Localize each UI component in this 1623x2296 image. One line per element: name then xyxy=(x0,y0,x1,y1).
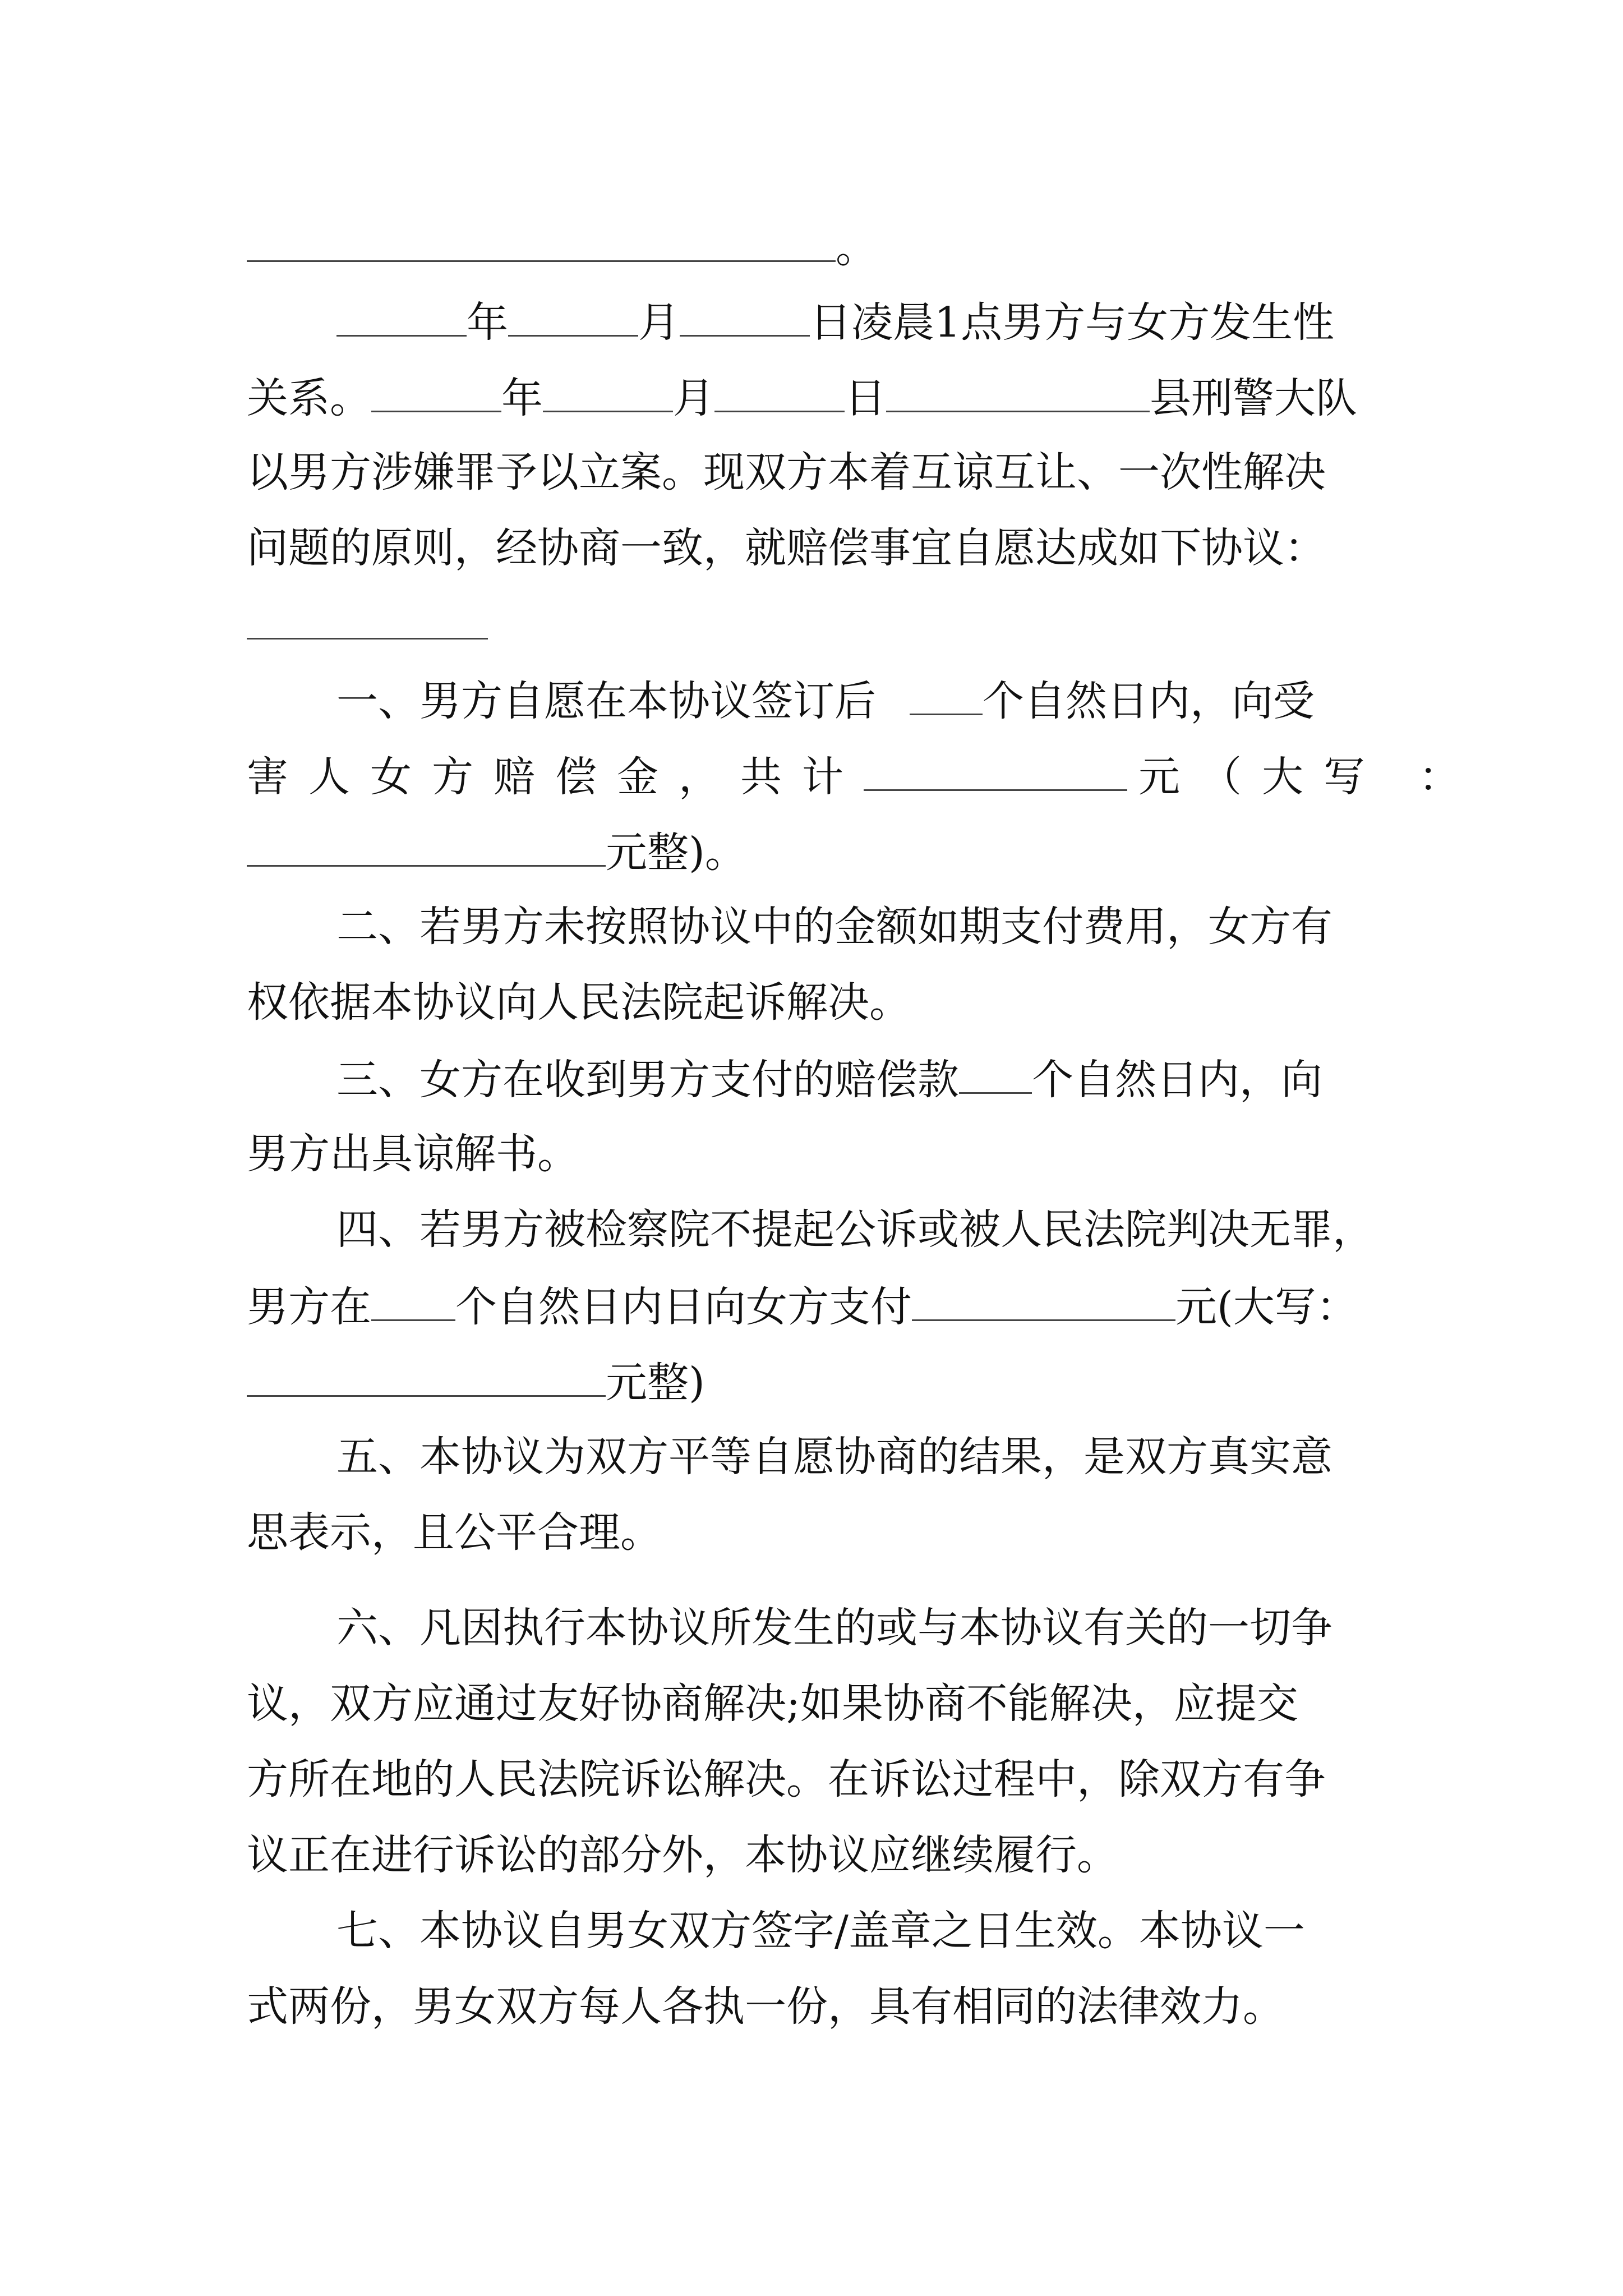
blank-year-2 xyxy=(371,376,501,412)
item4-text-e: 元整) xyxy=(606,1359,705,1407)
item3-line-2: 男方出具谅解书。 xyxy=(247,1130,579,1178)
item2-text-a: 二、若男方未按照协议中的金额如期支付费用，女方有 xyxy=(336,903,1332,951)
item5-line-1 xyxy=(247,1433,1391,1481)
blank-day-2 xyxy=(714,376,845,412)
item6-line-3: 方所在地的人民法院诉讼解决。在诉讼过程中，除双方有争 xyxy=(247,1755,1326,1803)
item7-text-a: 七、本协议自男女双方签字/盖章之日生效。本协议一 xyxy=(336,1907,1305,1955)
item6-line-4: 议正在进行诉讼的部分外，本协议应继续履行。 xyxy=(247,1831,1118,1879)
blank-after-agreement xyxy=(247,603,488,639)
item1-text-c: 害人女方赔偿金，共计 xyxy=(247,753,864,801)
line-1 xyxy=(247,224,1391,272)
item1-text-e: 元整)。 xyxy=(606,829,746,877)
item3-text-b: 个自然日内，向 xyxy=(1032,1056,1322,1104)
item4-text-d: 元(大写： xyxy=(1175,1283,1358,1331)
blank-days-1 xyxy=(910,679,983,715)
item4-text-a: 四、若男方被检察院不提起公诉或被人民法院判决无罪， xyxy=(336,1205,1374,1254)
item1-line-2 xyxy=(247,753,1481,801)
text-day-2: 日 xyxy=(845,374,886,422)
blank-days-3 xyxy=(959,1057,1032,1094)
p1-line-1 xyxy=(247,298,1391,347)
item3-line-1 xyxy=(247,1056,1391,1104)
blank-month-2 xyxy=(543,376,673,412)
blank-month xyxy=(508,300,638,337)
item4-line-2 xyxy=(247,1283,1391,1331)
item3-text-a: 三、女方在收到男方支付的赔偿款 xyxy=(336,1056,959,1104)
blank-capital-1 xyxy=(247,830,606,867)
p1-line-2 xyxy=(247,374,1391,422)
blank-capital-4 xyxy=(247,1360,606,1397)
p1-line-4: 问题的原则，经协商一致，就赔偿事宜自愿达成如下协议： xyxy=(247,524,1326,572)
blank-days-4 xyxy=(371,1285,455,1321)
period-text: 。 xyxy=(836,224,877,272)
blank-amount-1 xyxy=(864,754,1127,791)
text-year: 年 xyxy=(467,298,508,347)
item2-line-2: 权依据本协议向人民法院起诉解决。 xyxy=(247,978,911,1027)
blank-amount-4 xyxy=(912,1285,1175,1321)
item7-line-1 xyxy=(247,1907,1391,1955)
blank-county xyxy=(886,376,1150,412)
item1-text-d: 元（大写 ： xyxy=(1138,753,1481,801)
text-relation: 关系。 xyxy=(247,374,371,422)
item1-text-b: 个自然日内，向受 xyxy=(983,677,1315,725)
item6-line-2: 议，双方应通过友好协商解决;如果协商不能解决，应提交 xyxy=(247,1680,1298,1728)
item5-line-2: 思表示，且公平合理。 xyxy=(247,1508,662,1557)
text-police: 县刑警大队 xyxy=(1150,374,1357,422)
item6-text-a: 六、凡因执行本协议所发生的或与本协议有关的一切争 xyxy=(336,1604,1332,1652)
item1-text-a: 一、男方自愿在本协议签订后 xyxy=(336,677,876,725)
blank-day xyxy=(680,300,810,337)
item1-line-3 xyxy=(247,829,1391,877)
blank-line xyxy=(247,226,836,262)
item6-line-1 xyxy=(247,1604,1391,1652)
item1-line-1 xyxy=(247,677,1391,725)
blank-line-short xyxy=(247,603,1391,646)
item2-line-1 xyxy=(247,903,1391,951)
item4-line-3 xyxy=(247,1359,1391,1407)
p1-line-3: 以男方涉嫌罪予以立案。现双方本着互谅互让、一次性解决 xyxy=(247,448,1326,496)
item4-text-b: 男方在 xyxy=(247,1283,371,1331)
blank-year xyxy=(336,300,467,337)
item7-line-2: 式两份，男女双方每人各执一份，具有相同的法律效力。 xyxy=(247,1982,1284,2031)
text-month: 月 xyxy=(638,298,680,347)
item4-text-c: 个自然日内日向女方支付 xyxy=(455,1283,912,1331)
text-year-2: 年 xyxy=(501,374,543,422)
text-day-event: 日凌晨1点男方与女方发生性 xyxy=(810,298,1335,347)
text-month-2: 月 xyxy=(673,374,714,422)
item5-text-a: 五、本协议为双方平等自愿协商的结果，是双方真实意 xyxy=(336,1433,1332,1481)
item4-line-1 xyxy=(247,1205,1391,1254)
